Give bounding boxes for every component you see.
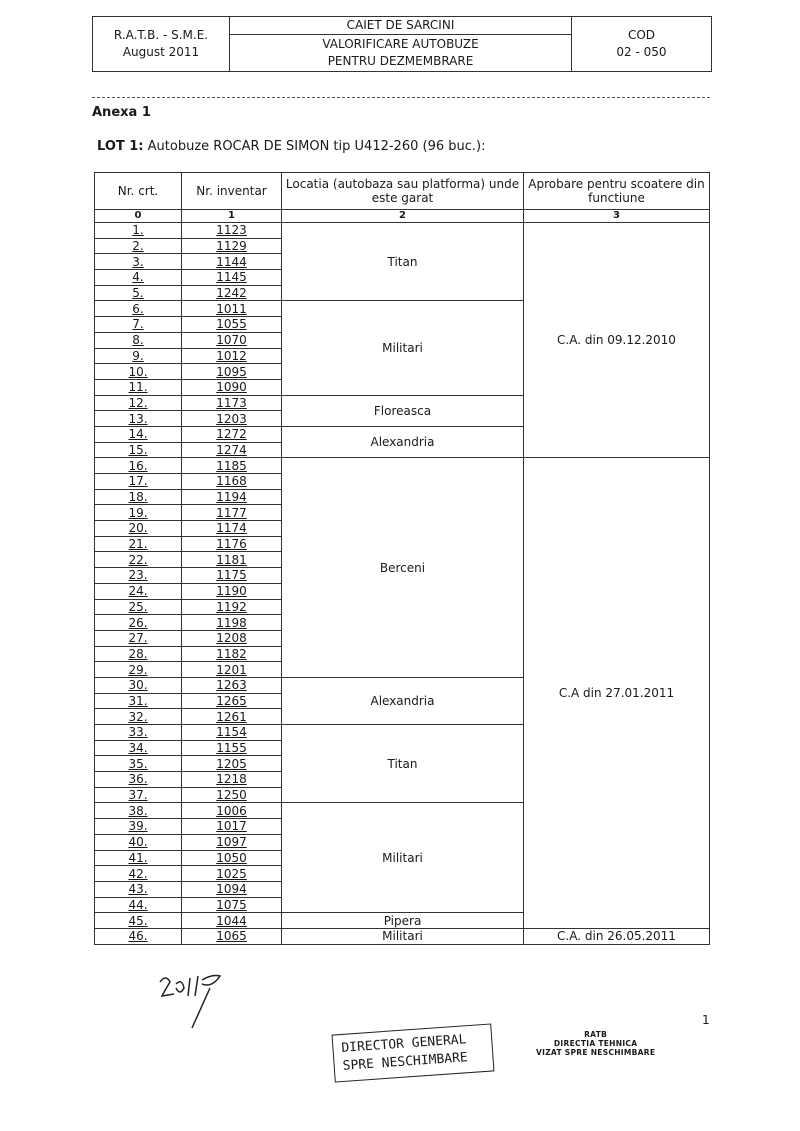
inventory-number: 1265 — [182, 693, 282, 709]
stamp-line: DIRECTOR GENERAL — [340, 1032, 467, 1056]
inventory-number: 1218 — [182, 772, 282, 788]
approval-cell: C.A. din 09.12.2010 — [524, 223, 710, 458]
inventory-number: 1192 — [182, 599, 282, 615]
document-header — [92, 16, 712, 72]
inventory-number: 1175 — [182, 568, 282, 584]
inventory-number: 1205 — [182, 756, 282, 772]
table-row — [95, 223, 710, 239]
inventory-number: 1097 — [182, 834, 282, 850]
inventory-number: 1201 — [182, 662, 282, 678]
row-number: 17. — [95, 474, 182, 490]
row-number: 1. — [95, 223, 182, 239]
inventory-number: 1090 — [182, 379, 282, 395]
lot-text: Autobuze ROCAR DE SIMON tip U412-260 (96 buc.): — [147, 139, 486, 154]
inventory-number: 1194 — [182, 489, 282, 505]
ratb-stamp — [536, 1030, 655, 1057]
row-number: 15. — [95, 442, 182, 458]
org-name: R.A.T.B. - S.M.E. — [113, 28, 209, 42]
header-org-cell — [93, 17, 230, 71]
inventory-number: 1181 — [182, 552, 282, 568]
row-number: 25. — [95, 599, 182, 615]
row-number: 19. — [95, 505, 182, 521]
location-cell: Floreasca — [282, 395, 524, 426]
inventory-number: 1050 — [182, 850, 282, 866]
col-header-locatia: Locatia (autobaza sau platforma) unde este garat — [282, 173, 524, 210]
row-number: 24. — [95, 583, 182, 599]
inventory-number: 1173 — [182, 395, 282, 411]
inventory-number: 1006 — [182, 803, 282, 819]
location-cell: Militari — [282, 803, 524, 913]
col-header-aprobare: Aprobare pentru scoatere din functiune — [524, 173, 710, 210]
inventory-number: 1168 — [182, 474, 282, 490]
inventory-number: 1129 — [182, 238, 282, 254]
inventory-number: 1185 — [182, 458, 282, 474]
row-number: 44. — [95, 897, 182, 913]
row-number: 40. — [95, 834, 182, 850]
row-number: 2. — [95, 238, 182, 254]
inventory-number: 1017 — [182, 819, 282, 835]
inventory-number: 1065 — [182, 928, 282, 944]
row-number: 6. — [95, 301, 182, 317]
location-cell: Berceni — [282, 458, 524, 678]
row-number: 43. — [95, 881, 182, 897]
location-cell: Titan — [282, 223, 524, 301]
row-number: 14. — [95, 426, 182, 442]
inventory-number: 1012 — [182, 348, 282, 364]
inventory-number: 1208 — [182, 630, 282, 646]
page-number: 1 — [702, 1013, 710, 1027]
inventory-number: 1154 — [182, 725, 282, 741]
row-number: 38. — [95, 803, 182, 819]
row-number: 32. — [95, 709, 182, 725]
inventory-number: 1095 — [182, 364, 282, 380]
row-number: 34. — [95, 740, 182, 756]
table-header-row — [95, 173, 710, 210]
row-number: 21. — [95, 536, 182, 552]
inventory-number: 1025 — [182, 866, 282, 882]
location-cell: Alexandria — [282, 426, 524, 457]
divider — [92, 97, 710, 98]
table-index-row — [95, 210, 710, 223]
stamp-line: RATB — [584, 1030, 608, 1039]
row-number: 5. — [95, 285, 182, 301]
inventory-number: 1176 — [182, 536, 282, 552]
col-index: 0 — [95, 210, 182, 223]
handwritten-signature — [150, 970, 240, 1030]
row-number: 26. — [95, 615, 182, 631]
location-cell: Militari — [282, 301, 524, 395]
row-number: 30. — [95, 677, 182, 693]
approval-cell: C.A. din 26.05.2011 — [524, 928, 710, 944]
inventory-number: 1070 — [182, 332, 282, 348]
location-cell: Pipera — [282, 913, 524, 929]
row-number: 33. — [95, 725, 182, 741]
inventory-number: 1011 — [182, 301, 282, 317]
title-line-2: PENTRU DEZMEMBRARE — [327, 54, 474, 68]
row-number: 46. — [95, 928, 182, 944]
location-cell: Titan — [282, 725, 524, 803]
row-number: 3. — [95, 254, 182, 270]
row-number: 29. — [95, 662, 182, 678]
row-number: 45. — [95, 913, 182, 929]
row-number: 18. — [95, 489, 182, 505]
inventory-number: 1155 — [182, 740, 282, 756]
row-number: 16. — [95, 458, 182, 474]
row-number: 10. — [95, 364, 182, 380]
inventory-number: 1274 — [182, 442, 282, 458]
location-cell: Militari — [282, 928, 524, 944]
inventory-number: 1261 — [182, 709, 282, 725]
header-title-cell — [230, 17, 572, 71]
table-row — [95, 458, 710, 474]
row-number: 7. — [95, 317, 182, 333]
row-number: 11. — [95, 379, 182, 395]
row-number: 4. — [95, 270, 182, 286]
inventory-number: 1144 — [182, 254, 282, 270]
inventory-number: 1094 — [182, 881, 282, 897]
inventory-number: 1055 — [182, 317, 282, 333]
row-number: 23. — [95, 568, 182, 584]
row-number: 27. — [95, 630, 182, 646]
inventory-number: 1198 — [182, 615, 282, 631]
header-date: August 2011 — [122, 45, 200, 59]
title-line-1: VALORIFICARE AUTOBUZE — [322, 37, 479, 51]
inventory-number: 1174 — [182, 521, 282, 537]
approval-cell: C.A din 27.01.2011 — [524, 458, 710, 929]
row-number: 42. — [95, 866, 182, 882]
lot-label: LOT 1: — [97, 139, 144, 154]
row-number: 35. — [95, 756, 182, 772]
row-number: 22. — [95, 552, 182, 568]
col-index: 3 — [524, 210, 710, 223]
col-index: 2 — [282, 210, 524, 223]
stamp-line: SPRE NESCHIMBARE — [342, 1050, 469, 1074]
row-number: 13. — [95, 411, 182, 427]
header-code-cell — [572, 17, 711, 71]
inventory-number: 1177 — [182, 505, 282, 521]
col-header-nr-inventar: Nr. inventar — [182, 173, 282, 210]
director-stamp — [332, 1023, 495, 1082]
cod-value: 02 - 050 — [616, 45, 667, 59]
row-number: 39. — [95, 819, 182, 835]
row-number: 41. — [95, 850, 182, 866]
row-number: 20. — [95, 521, 182, 537]
anexa-title: Anexa 1 — [92, 105, 151, 120]
table-row — [95, 928, 710, 944]
inventory-number: 1242 — [182, 285, 282, 301]
row-number: 36. — [95, 772, 182, 788]
row-number: 9. — [95, 348, 182, 364]
inventory-number: 1123 — [182, 223, 282, 239]
inventory-number: 1263 — [182, 677, 282, 693]
lot-description — [97, 139, 485, 154]
row-number: 37. — [95, 787, 182, 803]
col-header-nr-crt: Nr. crt. — [95, 173, 182, 210]
inventory-number: 1075 — [182, 897, 282, 913]
inventory-number: 1250 — [182, 787, 282, 803]
inventory-number: 1190 — [182, 583, 282, 599]
inventory-number: 1182 — [182, 646, 282, 662]
row-number: 28. — [95, 646, 182, 662]
inventory-number: 1272 — [182, 426, 282, 442]
row-number: 12. — [95, 395, 182, 411]
col-index: 1 — [182, 210, 282, 223]
location-cell: Alexandria — [282, 677, 524, 724]
stamp-line: VIZAT SPRE NESCHIMBARE — [536, 1048, 656, 1057]
inventory-number: 1203 — [182, 411, 282, 427]
inventory-number: 1145 — [182, 270, 282, 286]
buses-table — [94, 172, 710, 945]
row-number: 8. — [95, 332, 182, 348]
inventory-number: 1044 — [182, 913, 282, 929]
row-number: 31. — [95, 693, 182, 709]
cod-label: COD — [627, 28, 656, 42]
doc-type: CAIET DE SARCINI — [230, 17, 571, 35]
stamp-line: DIRECTIA TEHNICA — [553, 1039, 638, 1048]
